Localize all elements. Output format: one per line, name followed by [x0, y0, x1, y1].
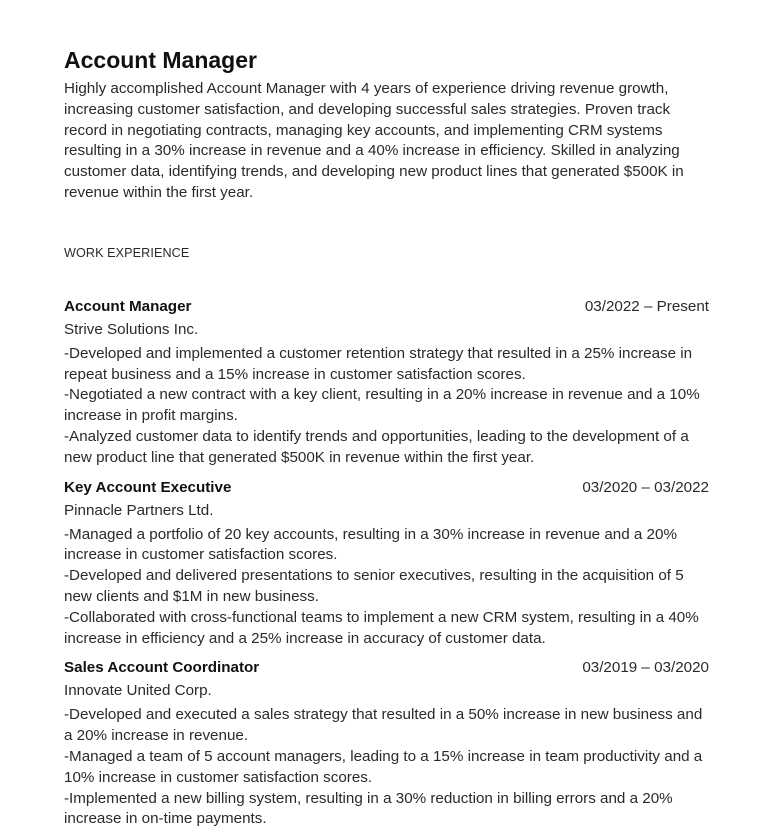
job-title: Sales Account Coordinator [64, 659, 260, 677]
job-dates: 03/2022 – Present [584, 297, 709, 315]
job-bullet: -Negotiated a new contract with a key client, resulting in a 20% increase in revenue and a 10% increase in profit margins. [64, 386, 700, 425]
job-bullets [64, 344, 709, 469]
resume-page [64, 44, 709, 839]
job-entry [64, 478, 709, 650]
job-bullet: -Developed and delivered presentations to senior executives, resulting in the acquisition of 5 new clients and $1M in new business. [64, 567, 684, 605]
job-bullet: -Collaborated with cross-functional teams to implement a new CRM system, resulting in a 40% increase in efficiency and a 25% increase in accuracy of customer data. [64, 608, 699, 647]
job-title: Account Manager [64, 297, 192, 315]
job-header [64, 297, 709, 317]
job-company: Innovate United Corp. [64, 682, 212, 700]
job-company: Strive Solutions Inc. [64, 320, 199, 338]
job-header [64, 658, 709, 678]
professional-summary: Highly accomplished Account Manager with 4 years of experience driving revenue growth, increasing customer satisfaction, and developing successful sales strategies. Proven track record in negotiating contracts, managing key accounts, and implementing CRM systems resulting in a 30% increase in revenue and a 40% increase in efficiency. Skilled in analyzing customer data, identifying trends, and developing new product lines that generated $500K in revenue within the first year. [64, 80, 684, 201]
job-entry [64, 297, 709, 469]
job-bullet: -Managed a team of 5 account managers, leading to a 15% increase in team productivity and a 10% increase in customer satisfaction scores. [64, 747, 703, 786]
resume-title: Account Manager [64, 47, 257, 73]
job-bullet: -Analyzed customer data to identify trends and opportunities, leading to the development of a new product line that generated $500K in revenue within the first year. [64, 427, 689, 466]
job-bullet: -Managed a portfolio of 20 key accounts, resulting in a 30% increase in revenue and a 20% increase in customer satisfaction scores. [64, 525, 677, 564]
job-bullets [64, 525, 709, 650]
job-bullet: -Developed and executed a sales strategy that resulted in a 50% increase in new business and a 20% increase in revenue. [64, 706, 703, 745]
job-bullet: -Developed and implemented a customer retention strategy that resulted in a 25% increase in repeat business and a 15% increase in customer satisfaction scores. [64, 344, 693, 383]
job-bullet: -Implemented a new billing system, resulting in a 30% reduction in billing errors and a 20% increase in on-time payments. [64, 789, 673, 828]
job-entry [64, 658, 709, 830]
work-experience-list [64, 297, 709, 830]
job-dates: 03/2019 – 03/2020 [582, 659, 709, 677]
job-company: Pinnacle Partners Ltd. [64, 501, 214, 519]
job-bullets [64, 705, 709, 830]
work-experience-heading: WORK EXPERIENCE [64, 245, 190, 260]
job-title: Key Account Executive [64, 478, 232, 496]
job-header [64, 478, 709, 498]
job-dates: 03/2020 – 03/2022 [582, 478, 709, 496]
